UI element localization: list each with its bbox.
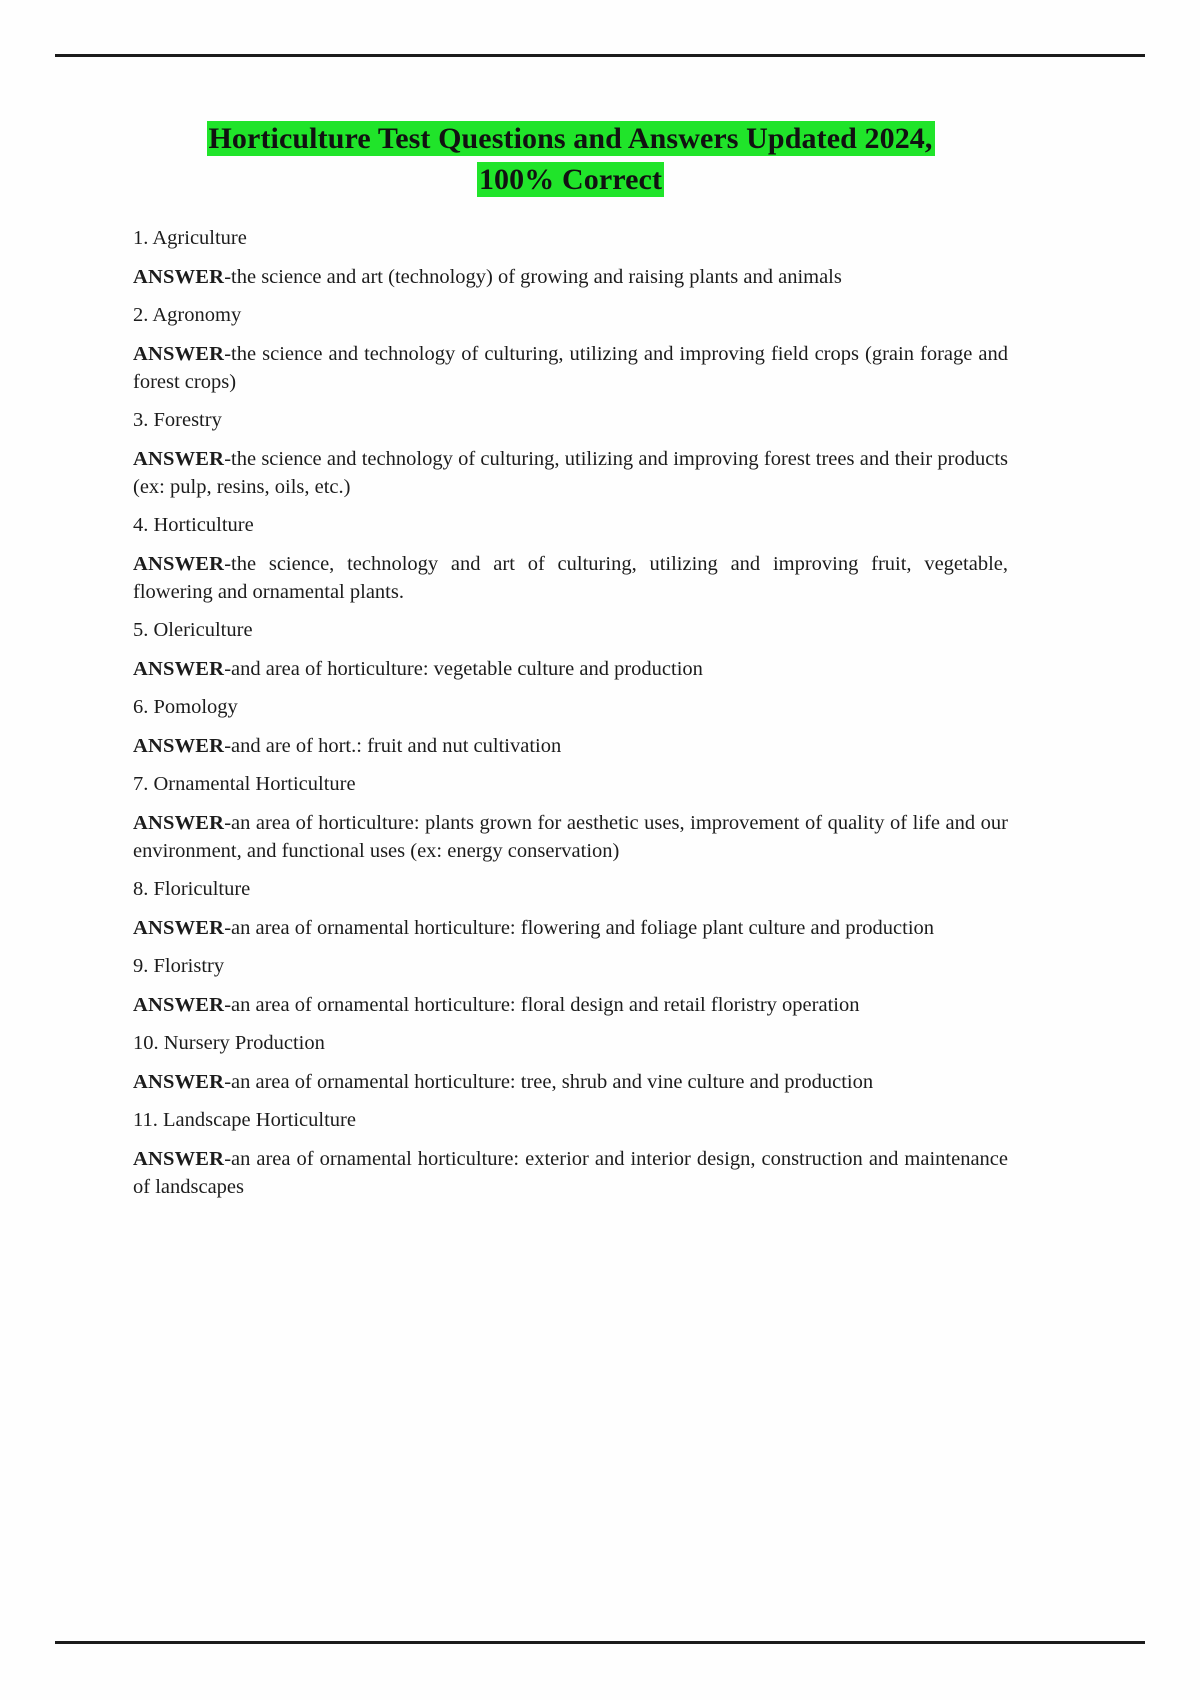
answer-label: ANSWER	[133, 448, 225, 470]
qa-block	[133, 942, 1008, 1019]
question-line: 5. Olericulture	[133, 619, 253, 641]
document-content	[133, 118, 1008, 1201]
answer-label: ANSWER	[133, 266, 225, 288]
answer-label: ANSWER	[133, 917, 225, 939]
answer-line	[133, 644, 1008, 683]
answer-separator: -	[224, 735, 232, 757]
answer-separator: -	[224, 994, 232, 1016]
answer-separator: -	[224, 658, 232, 680]
question-line: 8. Floriculture	[133, 878, 251, 900]
answer-text: the science and technology of culturing, utilizing and improving field crops (grain forage and forest crops)	[133, 343, 1008, 393]
question-line: 2. Agronomy	[133, 304, 242, 326]
answer-text: an area of horticulture: plants grown for aesthetic uses, improvement of quality of life and our environment, and functional uses (ex: energy conservation)	[133, 812, 1008, 862]
qa-block	[133, 1019, 1008, 1096]
answer-line	[133, 798, 1008, 865]
answer-line	[133, 1134, 1008, 1201]
answer-label: ANSWER	[133, 994, 225, 1016]
question-line: 6. Pomology	[133, 696, 238, 718]
question-line: 11. Landscape Horticulture	[133, 1109, 356, 1131]
answer-text: the science, technology and art of culturing, utilizing and improving fruit, vegetable, flowering and ornamental plants.	[133, 553, 1008, 603]
answer-separator: -	[224, 448, 232, 470]
qa-block	[133, 501, 1008, 606]
qa-block	[133, 760, 1008, 865]
answer-line	[133, 903, 1008, 942]
qa-list	[133, 214, 1008, 1201]
page-title-line-1: Horticulture Test Questions and Answers Updated 2024,	[208, 122, 933, 155]
qa-block	[133, 396, 1008, 501]
answer-label: ANSWER	[133, 812, 225, 834]
qa-block	[133, 214, 1008, 291]
answer-line	[133, 252, 1008, 291]
answer-line	[133, 539, 1008, 606]
answer-text: and area of horticulture: vegetable culture and production	[231, 658, 703, 680]
question-line: 3. Forestry	[133, 409, 222, 431]
answer-label: ANSWER	[133, 553, 225, 575]
question-line: 9. Floristry	[133, 955, 225, 977]
question-line: 7. Ornamental Horticulture	[133, 773, 356, 795]
qa-block	[133, 865, 1008, 942]
page-top-rule	[55, 54, 1145, 57]
answer-text: an area of ornamental horticulture: floral design and retail floristry operation	[231, 994, 860, 1016]
question-line: 10. Nursery Production	[133, 1032, 325, 1054]
answer-label: ANSWER	[133, 735, 225, 757]
qa-block	[133, 606, 1008, 683]
answer-text: an area of ornamental horticulture: exterior and interior design, construction and maintenance of landscapes	[133, 1148, 1008, 1198]
answer-label: ANSWER	[133, 1071, 225, 1093]
answer-separator: -	[224, 343, 232, 365]
page-bottom-rule	[55, 1641, 1145, 1644]
answer-separator: -	[224, 553, 232, 575]
answer-separator: -	[224, 812, 232, 834]
question-line: 1. Agriculture	[133, 227, 247, 249]
qa-block	[133, 1096, 1008, 1201]
answer-line	[133, 329, 1008, 396]
answer-line	[133, 721, 1008, 760]
answer-text: an area of ornamental horticulture: flowering and foliage plant culture and production	[231, 917, 935, 939]
answer-line	[133, 1057, 1008, 1096]
answer-text: the science and technology of culturing, utilizing and improving forest trees and their products (ex: pulp, resins, oils, etc.)	[133, 448, 1008, 498]
qa-block	[133, 683, 1008, 760]
answer-separator: -	[224, 1148, 232, 1170]
answer-line	[133, 980, 1008, 1019]
page-title	[133, 118, 1008, 200]
answer-text: an area of ornamental horticulture: tree, shrub and vine culture and production	[231, 1071, 874, 1093]
answer-text: the science and art (technology) of growing and raising plants and animals	[231, 266, 842, 288]
answer-separator: -	[224, 917, 232, 939]
answer-text: and are of hort.: fruit and nut cultivation	[231, 735, 562, 757]
page-title-line-2: 100% Correct	[478, 163, 663, 196]
answer-separator: -	[224, 1071, 232, 1093]
answer-separator: -	[224, 266, 232, 288]
answer-label: ANSWER	[133, 658, 225, 680]
question-line: 4. Horticulture	[133, 514, 254, 536]
answer-line	[133, 434, 1008, 501]
answer-label: ANSWER	[133, 343, 225, 365]
answer-label: ANSWER	[133, 1148, 225, 1170]
qa-block	[133, 291, 1008, 396]
